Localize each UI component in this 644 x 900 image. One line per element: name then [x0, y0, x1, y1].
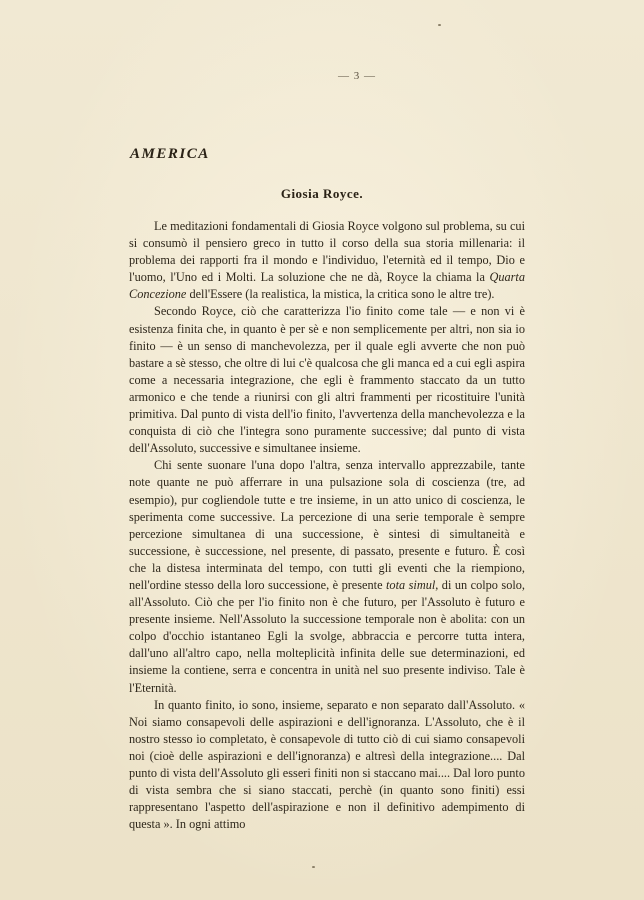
ink-speck — [438, 24, 441, 26]
paragraph-1 — [129, 218, 525, 303]
paragraph-4 — [129, 697, 525, 834]
ink-speck — [312, 866, 315, 868]
italic-tota-simul: tota simul — [386, 577, 436, 592]
paragraph-3 — [129, 457, 525, 696]
page-number: — 3 — — [338, 70, 376, 82]
italic-quarta-concezione: Quarta Concezione — [129, 270, 525, 302]
paragraph-2 — [129, 303, 525, 457]
paragraph-3-text-b: , di un colpo solo, all'Assoluto. Ciò che per l'io finito non è che futuro, per l'Assoluto è futuro e presente insieme. Nell'Assoluto la successione temporale non è abolita: con un colpo d'occhio istantaneo Egli la svolge, abbraccia e percorre tutta intera, dall'uno all'altro capo, nella molteplicità infinita delle sue determinazioni, ed insieme la contiene, serra e concentra in unità nel suo presente indiviso. Tale è l'Eternità. — [129, 577, 525, 695]
author-heading: Giosia Royce. — [280, 186, 364, 201]
section-heading: AMERICA — [130, 146, 210, 162]
paragraph-1-text-a: Le meditazioni fondamentali di Giosia Royce volgono sul problema, su cui si consumò il pensiero greco in tutto il corso della sua storia millenaria: il problema dei rapporti fra il mondo e l'individuo, l'eternità ed il tempo, Dio e l'uomo, l'Uno ed i Molti. La soluzione che ne dà, Royce la chiama la — [129, 219, 525, 285]
paragraph-2-text: Secondo Royce, ciò che caratterizza l'io finito come tale — e non vi è esistenza finita che, in quanto è per sè e non semplicemente per altri, non sia io finito — è un senso di manchevolezza, per il quale egli avverte che non può bastare a sè stesso, che oltre di lui c'è qualcosa che gli manca ed a cui egli aspira come a necessaria integrazione, che egli è frammento staccato da un tutto armonico e che tende a riunirsi con gli altri frammenti per ricostituire l'unità primitiva. Dal punto di vista dell'io finito, l'avvertenza della manchevolezza e la conquista di ciò che l'integra sono puramente successive; dal punto di vista dell'Assoluto, successive e simultanee insieme. — [129, 304, 525, 456]
paragraph-1-text-b: dell'Essere (la realistica, la mistica, la critica sono le altre tre). — [186, 287, 495, 302]
paragraph-3-text-a: Chi sente suonare l'una dopo l'altra, senza intervallo apprezzabile, tante note quante ne può afferrare in una pulsazione sola di coscienza (tre, ad esempio), pur cogliendole tutte e tre insieme, in un atto unico di coscienza, le sperimenta come successive. La percezione di una serie temporale è sempre percezione simultanea di una successione, è sintesi di simultaneità e successione, è successione, nel presente, di passato, presente e futuro. È così che la distesa interminata del tempo, con tutti gli eventi che la riempiono, nell'ordine stesso della loro successione, è presente — [129, 458, 525, 592]
body-text — [129, 218, 525, 833]
paragraph-4-text: In quanto finito, io sono, insieme, separato e non separato dall'Assoluto. « Noi siamo consapevoli delle aspirazioni e dell'ignoranza. L'Assoluto, che è il nostro stesso io completato, è consapevole di tutto ciò di cui siamo consapevoli noi (cioè delle aspirazioni e dell'ignoranza) e altresì della integrazione.... Dal punto di vista dell'Assoluto gli esseri finiti non si staccano mai.... Dal loro punto di vista sembra che si siano staccati, perchè (in quanto sono finiti) essi rappresentano l'aspetto dell'aspirazione e non il definitivo adempimento di questa ». In ogni attimo — [129, 697, 525, 832]
